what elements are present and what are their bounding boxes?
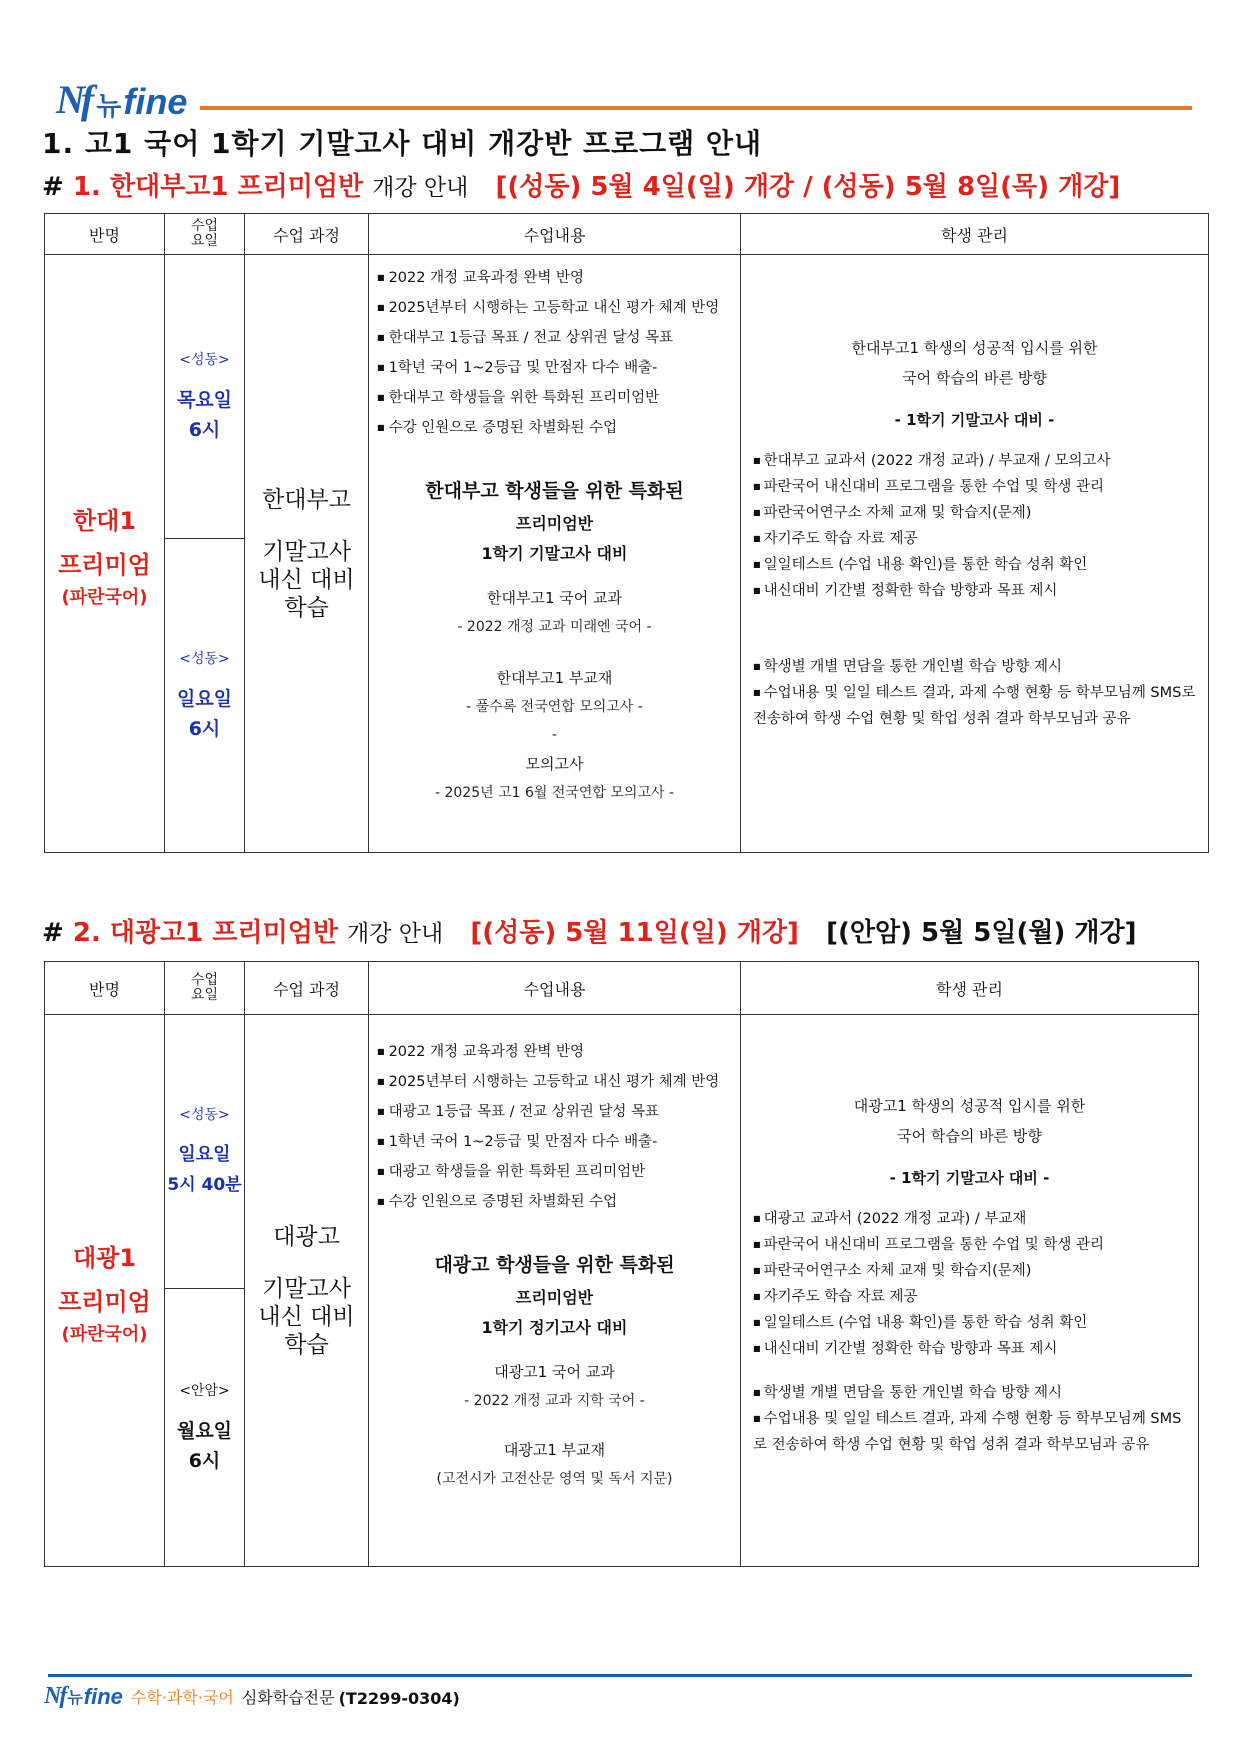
list-item: ■ 내신대비 기간별 정확한 학습 방향과 목표 제시: [753, 1336, 1198, 1362]
table-header-row: [45, 214, 1209, 255]
content-cell: [369, 255, 741, 853]
weekday: 목요일: [176, 388, 233, 411]
header-management: 학생 관리: [741, 962, 1199, 1015]
class-name-sub: (파란국어): [61, 1323, 148, 1345]
footer-logo-english: fine: [83, 1684, 123, 1709]
list-item: ■ 수강 인원으로 증명된 차별화된 수업: [377, 1187, 740, 1217]
textbook-detail: - 2022 개정 교과 미래엔 국어 -: [457, 619, 652, 635]
list-item: ■ 수업내용 및 일일 테스트 결과, 과제 수행 현황 등 학부모님께 SMS로 전송하여 학생 수업 현황 및 학업 성취 결과 학부모님과 공유: [753, 680, 1200, 732]
management-cell: [741, 1015, 1199, 1567]
header-content: 수업내용: [369, 962, 741, 1015]
list-item: ■ 대광고 학생들을 위한 특화된 프리미엄반: [377, 1157, 740, 1187]
content-cell: [369, 1015, 741, 1567]
class-time: 6시: [188, 1449, 221, 1472]
class-time: 6시: [188, 717, 221, 740]
list-item: ■ 수업내용 및 일일 테스트 결과, 과제 수행 현황 등 학부모님께 SMS로 전송하여 학생 수업 현황 및 학업 성취 결과 학부모님과 공유: [753, 1406, 1190, 1458]
management-cell: [741, 255, 1209, 853]
course-line: 내신 대비: [258, 566, 355, 593]
class-time: 6시: [188, 418, 221, 441]
logo-mark: Nf: [56, 77, 91, 122]
subtextbook-title: 대광고1 부교재: [503, 1441, 606, 1459]
course-line: 대광고: [273, 1223, 340, 1250]
list-item: ■ 파란국어연구소 자체 교재 및 학습지(문제): [753, 1258, 1198, 1284]
list-item: ■ 2025년부터 시행하는 고등학교 내신 평가 체계 반영: [377, 293, 740, 323]
content-headline: 프리미엄반: [515, 514, 594, 533]
footer-tagline: 심화학습전문: [241, 1688, 335, 1707]
footer-subjects: 수학·과학·국어: [130, 1688, 234, 1707]
list-item: ■ 1학년 국어 1~2등급 및 만점자 다수 배출-: [377, 1127, 740, 1157]
weekday: 일요일: [176, 687, 233, 710]
course-line: 한대부고: [262, 486, 351, 513]
list-item: ■ 1학년 국어 1~2등급 및 만점자 다수 배출-: [377, 353, 740, 383]
management-bullets: [741, 1206, 1198, 1362]
footer-divider: [48, 1674, 1192, 1677]
section-2-schedule: [(성동) 5월 11일(일) 개강]: [470, 918, 799, 948]
table-row: [45, 1015, 1199, 1289]
content-headline: 한대부고 학생들을 위한 특화된: [425, 480, 684, 502]
list-item: ■ 내신대비 기간별 정확한 학습 방향과 목표 제시: [753, 578, 1208, 604]
list-item: ■ 파란국어연구소 자체 교재 및 학습지(문제): [753, 500, 1208, 526]
content-headline: 대광고 학생들을 위한 특화된: [434, 1254, 675, 1276]
list-item: ■ 수강 인원으로 증명된 차별화된 수업: [377, 413, 740, 443]
header-course: 수업 과정: [245, 214, 369, 255]
mock-exam-detail: - 2025년 고1 6월 전국연합 모의고사 -: [434, 785, 674, 801]
class-name-line1: 대광1: [72, 1243, 137, 1272]
header-day: 수업 요일: [165, 214, 245, 255]
course-line: 학습: [284, 1331, 329, 1358]
location-label: <성동>: [179, 351, 230, 368]
header-logo: [56, 78, 187, 120]
day-cell-1: [165, 1015, 245, 1289]
list-item: ■ 한대부고 1등급 목표 / 전교 상위권 달성 목표: [377, 323, 740, 353]
management-bullets: [741, 1380, 1198, 1458]
table-row: [45, 255, 1209, 539]
content-headline: 1학기 정기고사 대비: [481, 1318, 628, 1337]
list-item: ■ 파란국어 내신대비 프로그램을 통한 수업 및 학생 관리: [753, 1232, 1198, 1258]
management-highlight: - 1학기 기말고사 대비 -: [894, 411, 1055, 429]
management-highlight: - 1학기 기말고사 대비 -: [889, 1169, 1050, 1187]
list-item: ■ 2025년부터 시행하는 고등학교 내신 평가 체계 반영: [377, 1067, 740, 1097]
class-name-cell: [45, 1015, 165, 1567]
list-item: ■ 학생별 개별 면담을 통한 개인별 학습 방향 제시: [753, 1380, 1190, 1406]
list-item: ■ 일일테스트 (수업 내용 확인)를 통한 학습 성취 확인: [753, 1310, 1198, 1336]
list-item: ■ 한대부고 교과서 (2022 개정 교과) / 부교재 / 모의고사: [753, 448, 1208, 474]
section-2-schedule-2: [(안암) 5월 5일(월) 개강]: [826, 918, 1137, 948]
course-cell: [245, 255, 369, 853]
management-intro: 국어 학습의 바른 방향: [897, 1127, 1042, 1145]
program-table-2: [44, 961, 1199, 1567]
day-cell-2: [165, 539, 245, 853]
content-bullets: [369, 1037, 740, 1217]
day-cell-2: [165, 1289, 245, 1567]
subtextbook-detail: (고전시가 고전산문 영역 및 독서 지문): [436, 1471, 673, 1487]
header-course: 수업 과정: [245, 962, 369, 1015]
section-1-label: 개강 안내: [372, 175, 469, 201]
list-item: ■ 2022 개정 교육과정 완벽 반영: [377, 1037, 740, 1067]
class-name-line2: 프리미엄: [58, 550, 151, 579]
management-intro: 한대부고1 학생의 성공적 입시를 위한: [851, 339, 1098, 357]
class-name-cell: [45, 255, 165, 853]
management-intro: 국어 학습의 바른 방향: [902, 369, 1047, 387]
course-line: 내신 대비: [258, 1303, 355, 1330]
section-2-title: # 2. 대광고1 프리미엄반 개강 안내 [(성동) 5월 11일(일) 개강] [(안암) 5월 5일(월) 개강]: [42, 918, 1137, 948]
class-name-sub: (파란국어): [61, 586, 148, 608]
list-item: ■ 학생별 개별 면담을 통한 개인별 학습 방향 제시: [753, 654, 1200, 680]
list-item: ■ 대광고 교과서 (2022 개정 교과) / 부교재: [753, 1206, 1198, 1232]
management-intro: 대광고1 학생의 성공적 입시를 위한: [853, 1097, 1086, 1115]
location-label: <성동>: [179, 650, 230, 667]
header-day: 수업 요일: [165, 962, 245, 1015]
footer-logo-korean: 뉴: [67, 1688, 83, 1707]
location-label: <성동>: [179, 1106, 230, 1123]
header-content: 수업내용: [369, 214, 741, 255]
section-2-class: 2. 대광고1 프리미엄반: [72, 918, 338, 948]
separator: -: [551, 727, 558, 743]
content-bullets: [369, 263, 740, 443]
weekday: 월요일: [176, 1419, 233, 1442]
subtextbook-detail: - 풀수록 전국연합 모의고사 -: [466, 699, 643, 715]
list-item: ■ 한대부고 학생들을 위한 특화된 프리미엄반: [377, 383, 740, 413]
section-1-title: # 1. 한대부고1 프리미엄반 개강 안내 [(성동) 5월 4일(일) 개강 / (성동) 5월 8일(목) 개강]: [42, 172, 1121, 202]
class-name-line2: 프리미엄: [58, 1287, 151, 1316]
logo-korean: 뉴: [96, 92, 122, 122]
course-line: 기말고사: [262, 538, 351, 565]
location-label: <안암>: [179, 1382, 230, 1399]
table-header-row: [45, 962, 1199, 1015]
day-cell-1: [165, 255, 245, 539]
header-class: 반명: [45, 962, 165, 1015]
section-2-label: 개강 안내: [347, 921, 444, 947]
course-line: 학습: [284, 594, 329, 621]
header-management: 학생 관리: [741, 214, 1209, 255]
weekday: 일요일: [178, 1143, 231, 1165]
header-divider: [200, 106, 1192, 110]
course-cell: [245, 1015, 369, 1567]
content-headline: 프리미엄반: [515, 1288, 594, 1307]
page-title: 1. 고1 국어 1학기 기말고사 대비 개강반 프로그램 안내: [42, 127, 763, 160]
course-line: 기말고사: [262, 1275, 351, 1302]
class-time: 5시 40분: [167, 1174, 242, 1195]
management-bullets: [741, 654, 1208, 732]
list-item: ■ 2022 개정 교육과정 완벽 반영: [377, 263, 740, 293]
program-table-1: [44, 213, 1209, 853]
section-1-schedule: [(성동) 5월 4일(일) 개강 / (성동) 5월 8일(목) 개강]: [495, 172, 1121, 202]
class-name-line1: 한대1: [72, 506, 137, 535]
logo-english: fine: [123, 81, 188, 122]
textbook-title: 한대부고1 국어 교과: [486, 589, 622, 607]
list-item: ■ 자기주도 학습 자료 제공: [753, 1284, 1198, 1310]
list-item: ■ 파란국어 내신대비 프로그램을 통한 수업 및 학생 관리: [753, 474, 1208, 500]
footer: [44, 1684, 460, 1708]
section-1-class: 1. 한대부고1 프리미엄반: [72, 172, 364, 202]
list-item: ■ 대광고 1등급 목표 / 전교 상위권 달성 목표: [377, 1097, 740, 1127]
list-item: ■ 일일테스트 (수업 내용 확인)를 통한 학습 성취 확인: [753, 552, 1208, 578]
textbook-detail: - 2022 개정 교과 지학 국어 -: [464, 1393, 645, 1409]
subtextbook-title: 한대부고1 부교재: [496, 669, 613, 687]
management-bullets: [741, 448, 1208, 604]
textbook-title: 대광고1 국어 교과: [494, 1363, 615, 1381]
footer-phone: (T2299-0304): [338, 1689, 460, 1708]
list-item: ■ 자기주도 학습 자료 제공: [753, 526, 1208, 552]
content-headline: 1학기 기말고사 대비: [481, 544, 628, 563]
header-class: 반명: [45, 214, 165, 255]
mock-exam-title: 모의고사: [525, 755, 584, 773]
footer-logo-mark: Nf: [44, 1683, 66, 1709]
